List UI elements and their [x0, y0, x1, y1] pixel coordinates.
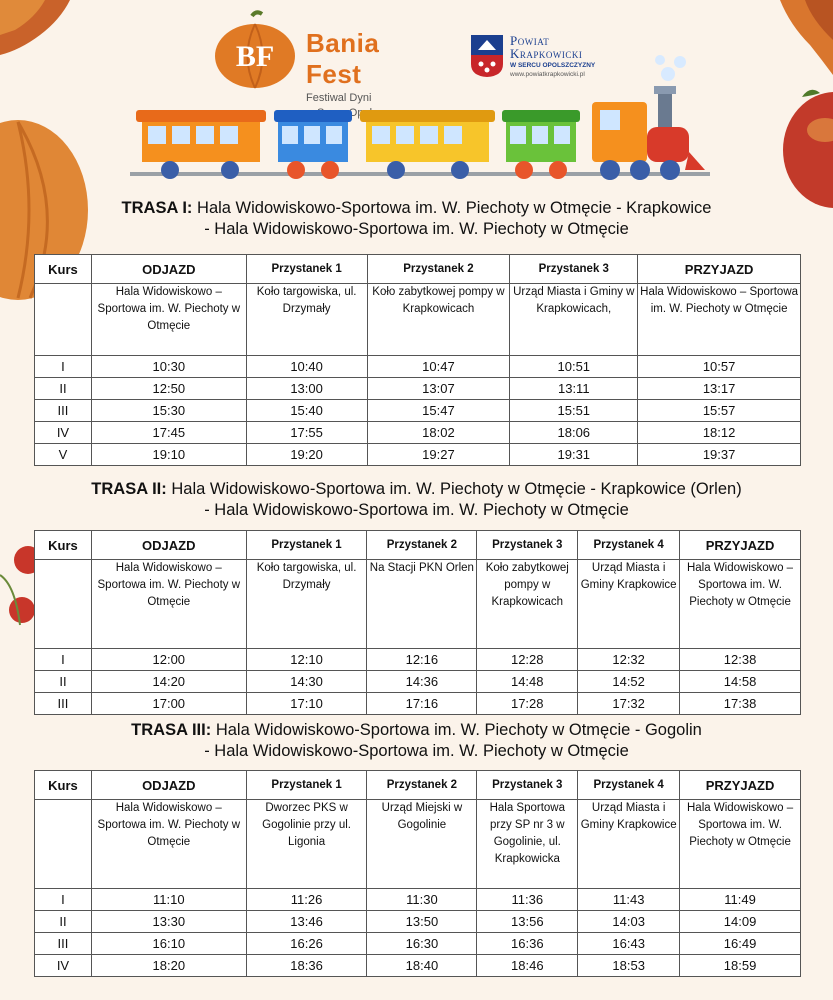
train-wagon-yellow: [360, 110, 495, 179]
header-przyjazd: PRZYJAZD: [680, 771, 801, 800]
header-stop-1: Przystanek 1: [246, 255, 367, 284]
table-row: [35, 889, 801, 911]
stop-name: Dworzec PKS w Gogolinie przy ul. Ligonia: [246, 800, 367, 889]
time-cell: 15:40: [246, 400, 367, 422]
header-kurs: Kurs: [35, 771, 92, 800]
autumn-leaves-top-left: [0, 0, 80, 70]
time-cell: 13:46: [246, 911, 367, 933]
header-stop-2: Przystanek 2: [367, 771, 477, 800]
time-cell: 16:49: [680, 933, 801, 955]
table-header-row: [35, 531, 801, 560]
header-stop-1: Przystanek 1: [246, 531, 367, 560]
table-row: [35, 422, 801, 444]
header-stop-2: Przystanek 2: [367, 531, 477, 560]
stop-name: Koło zabytkowej pompy w Krapkowicach: [477, 560, 578, 649]
time-cell: 18:06: [510, 422, 638, 444]
time-cell: 10:51: [510, 356, 638, 378]
time-cell: 17:16: [367, 693, 477, 715]
stop-name: Hala Widowiskowo – Sportowa im. W. Piechoty w Otmęcie: [638, 284, 801, 356]
run-number: II: [35, 378, 92, 400]
time-cell: 12:00: [91, 649, 246, 671]
time-cell: 15:47: [367, 400, 510, 422]
route-3-line2: - Hala Widowiskowo-Sportowa im. W. Piechoty w Otmęcie: [204, 742, 629, 760]
stop-empty: [35, 800, 92, 889]
time-cell: 13:30: [91, 911, 246, 933]
time-cell: 17:55: [246, 422, 367, 444]
time-cell: 14:03: [578, 911, 680, 933]
train-wagon-blue: [274, 110, 352, 179]
time-cell: 14:30: [246, 671, 367, 693]
route-3-title: [0, 720, 833, 762]
time-cell: 18:02: [367, 422, 510, 444]
brand-name: Bania Fest: [306, 28, 380, 89]
stop-name: Hala Widowiskowo – Sportowa im. W. Piechoty w Otmęcie: [680, 800, 801, 889]
time-cell: 18:46: [477, 955, 578, 977]
time-cell: 16:26: [246, 933, 367, 955]
run-number: II: [35, 911, 92, 933]
time-cell: 12:50: [91, 378, 246, 400]
time-cell: 14:52: [578, 671, 680, 693]
logo-initials: BF: [235, 40, 275, 73]
powiat-url: www.powiatkrapkowicki.pl: [510, 71, 585, 78]
time-cell: 14:58: [680, 671, 801, 693]
time-cell: 11:36: [477, 889, 578, 911]
stop-empty: [35, 284, 92, 356]
run-number: I: [35, 356, 92, 378]
route-1-table: [34, 254, 801, 466]
run-number: III: [35, 400, 92, 422]
powiat-name-1: Powiat: [510, 33, 550, 48]
stop-name: Hala Sportowa przy SP nr 3 w Gogolinie, ul. Krapkowicka: [477, 800, 578, 889]
stop-name: Urząd Miasta i Gminy w Krapkowicach,: [510, 284, 638, 356]
time-cell: 12:38: [680, 649, 801, 671]
route-1-line1: Hala Widowiskowo-Sportowa im. W. Piechoty w Otmęcie - Krapkowice: [197, 199, 712, 217]
time-cell: 13:56: [477, 911, 578, 933]
header-stop-3: Przystanek 3: [477, 531, 578, 560]
table-row: [35, 400, 801, 422]
table-row: [35, 933, 801, 955]
time-cell: 15:51: [510, 400, 638, 422]
train-wagon-green: [502, 110, 580, 179]
run-number: II: [35, 671, 92, 693]
run-number: I: [35, 889, 92, 911]
toy-train-illustration: [130, 52, 710, 187]
time-cell: 19:27: [367, 444, 510, 466]
time-cell: 18:12: [638, 422, 801, 444]
apple-right: [780, 85, 833, 215]
time-cell: 18:40: [367, 955, 477, 977]
stop-name: Hala Widowiskowo – Sportowa im. W. Piechoty w Otmęcie: [91, 800, 246, 889]
time-cell: 18:53: [578, 955, 680, 977]
table-row: [35, 955, 801, 977]
time-cell: 19:31: [510, 444, 638, 466]
time-cell: 12:32: [578, 649, 680, 671]
route-1-title: [0, 198, 833, 240]
run-number: IV: [35, 422, 92, 444]
header-przyjazd: PRZYJAZD: [680, 531, 801, 560]
header-stop-4: Przystanek 4: [578, 531, 680, 560]
table-row: [35, 356, 801, 378]
stop-name: Hala Widowiskowo – Sportowa im. W. Piechoty w Otmęcie: [91, 284, 246, 356]
time-cell: 12:28: [477, 649, 578, 671]
run-number: III: [35, 933, 92, 955]
time-cell: 11:43: [578, 889, 680, 911]
table-row: [35, 911, 801, 933]
table-header-row: [35, 771, 801, 800]
time-cell: 19:37: [638, 444, 801, 466]
time-cell: 18:20: [91, 955, 246, 977]
time-cell: 13:50: [367, 911, 477, 933]
route-1-line2: - Hala Widowiskowo-Sportowa im. W. Piechoty w Otmęcie: [204, 220, 629, 238]
header-przyjazd: PRZYJAZD: [638, 255, 801, 284]
header-stop-3: Przystanek 3: [510, 255, 638, 284]
time-cell: 12:16: [367, 649, 477, 671]
powiat-name-2: Krapkowicki: [510, 46, 583, 61]
table-row: [35, 671, 801, 693]
run-number: V: [35, 444, 92, 466]
train-locomotive: [592, 55, 705, 180]
time-cell: 15:57: [638, 400, 801, 422]
stop-name: Koło targowiska, ul. Drzymały: [246, 560, 367, 649]
time-cell: 11:26: [246, 889, 367, 911]
time-cell: 17:32: [578, 693, 680, 715]
time-cell: 16:36: [477, 933, 578, 955]
time-cell: 13:17: [638, 378, 801, 400]
header-odjazd: ODJAZD: [91, 771, 246, 800]
time-cell: 16:10: [91, 933, 246, 955]
time-cell: 17:38: [680, 693, 801, 715]
time-cell: 19:20: [246, 444, 367, 466]
time-cell: 10:40: [246, 356, 367, 378]
time-cell: 13:00: [246, 378, 367, 400]
time-cell: 11:10: [91, 889, 246, 911]
header-kurs: Kurs: [35, 531, 92, 560]
time-cell: 14:48: [477, 671, 578, 693]
table-row: [35, 693, 801, 715]
route-3-line1: Hala Widowiskowo-Sportowa im. W. Piechoty w Otmęcie - Gogolin: [215, 721, 702, 739]
stop-name: Urząd Miasta i Gminy Krapkowice: [578, 560, 680, 649]
brand-tagline-1: Festiwal Dyni: [306, 92, 372, 104]
stops-row: [35, 560, 801, 649]
stops-row: [35, 284, 801, 356]
time-cell: 13:11: [510, 378, 638, 400]
autumn-leaves-top-right: [760, 0, 833, 85]
route-2-label: TRASA II:: [91, 480, 167, 498]
time-cell: 12:10: [246, 649, 367, 671]
route-2-table: [34, 530, 801, 715]
stop-name: Urząd Miejski w Gogolinie: [367, 800, 477, 889]
run-number: IV: [35, 955, 92, 977]
header-stop-4: Przystanek 4: [578, 771, 680, 800]
time-cell: 17:00: [91, 693, 246, 715]
time-cell: 18:59: [680, 955, 801, 977]
stop-name: Hala Widowiskowo – Sportowa im. W. Piechoty w Otmęcie: [91, 560, 246, 649]
stop-name: Na Stacji PKN Orlen: [367, 560, 477, 649]
route-1-label: TRASA I:: [121, 199, 193, 217]
time-cell: 13:07: [367, 378, 510, 400]
route-3-table: [34, 770, 801, 977]
time-cell: 19:10: [91, 444, 246, 466]
time-cell: 10:57: [638, 356, 801, 378]
route-2-line2: - Hala Widowiskowo-Sportowa im. W. Piechoty w Otmęcie: [204, 501, 629, 519]
table-header-row: [35, 255, 801, 284]
stop-name: Hala Widowiskowo – Sportowa im. W. Piechoty w Otmęcie: [680, 560, 801, 649]
header-odjazd: ODJAZD: [91, 255, 246, 284]
header-stop-3: Przystanek 3: [477, 771, 578, 800]
time-cell: 16:30: [367, 933, 477, 955]
header-stop-2: Przystanek 2: [367, 255, 510, 284]
stops-row: [35, 800, 801, 889]
header-kurs: Kurs: [35, 255, 92, 284]
time-cell: 16:43: [578, 933, 680, 955]
powiat-subtitle: W SERCU OPOLSZCZYZNY: [510, 62, 596, 69]
table-row: [35, 649, 801, 671]
stop-name: Koło targowiska, ul. Drzymały: [246, 284, 367, 356]
time-cell: 17:28: [477, 693, 578, 715]
run-number: III: [35, 693, 92, 715]
time-cell: 18:36: [246, 955, 367, 977]
table-row: [35, 378, 801, 400]
time-cell: 14:20: [91, 671, 246, 693]
train-wagon-orange: [136, 110, 266, 179]
time-cell: 14:36: [367, 671, 477, 693]
time-cell: 10:30: [91, 356, 246, 378]
header-odjazd: ODJAZD: [91, 531, 246, 560]
table-row: [35, 444, 801, 466]
run-number: I: [35, 649, 92, 671]
time-cell: 11:49: [680, 889, 801, 911]
time-cell: 10:47: [367, 356, 510, 378]
stop-empty: [35, 560, 92, 649]
time-cell: 11:30: [367, 889, 477, 911]
route-3-label: TRASA III:: [131, 721, 212, 739]
stop-name: Koło zabytkowej pompy w Krapkowicach: [367, 284, 510, 356]
route-2-line1: Hala Widowiskowo-Sportowa im. W. Piechoty w Otmęcie - Krapkowice (Orlen): [171, 480, 742, 498]
stop-name: Urząd Miasta i Gminy Krapkowice: [578, 800, 680, 889]
time-cell: 14:09: [680, 911, 801, 933]
route-2-title: [0, 479, 833, 521]
time-cell: 17:10: [246, 693, 367, 715]
header-stop-1: Przystanek 1: [246, 771, 367, 800]
time-cell: 15:30: [91, 400, 246, 422]
time-cell: 17:45: [91, 422, 246, 444]
